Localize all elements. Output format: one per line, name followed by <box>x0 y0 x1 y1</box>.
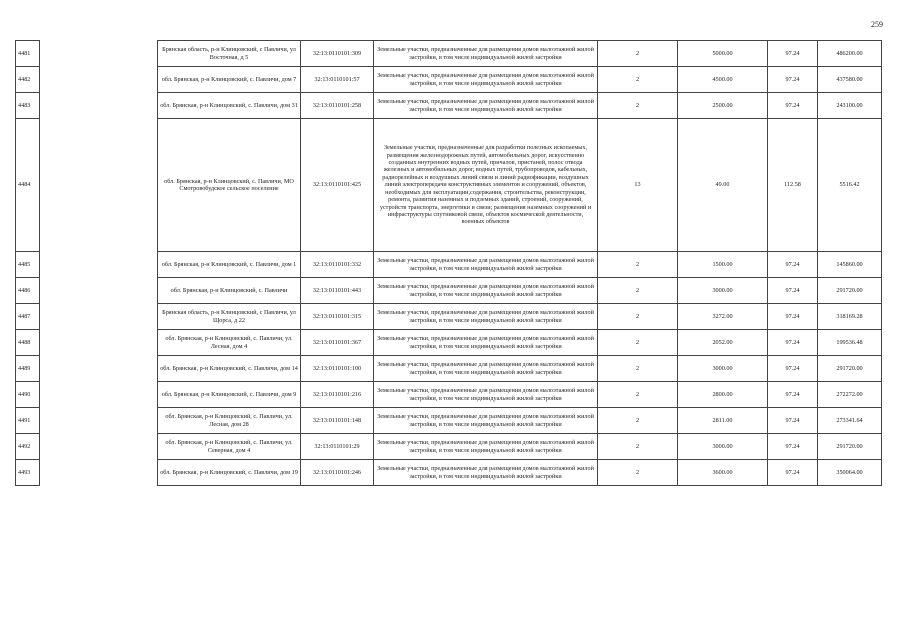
cadastral-value-cell: 5516.42 <box>818 119 882 252</box>
cadastral-number-cell: 32:13:0110101:216 <box>301 382 374 408</box>
rate-cell: 97.24 <box>768 460 818 486</box>
area-cell: 2500.00 <box>678 93 768 119</box>
cadastral-value-cell: 272272.00 <box>818 382 882 408</box>
cadastral-number-cell: 32:13:0110101:100 <box>301 356 374 382</box>
cadastral-number-cell: 32:13:0110101:315 <box>301 304 374 330</box>
cadastral-number-cell: 32:13:0110101:29 <box>301 434 374 460</box>
cadastral-value-cell: 291720.00 <box>818 434 882 460</box>
rate-cell: 97.24 <box>768 93 818 119</box>
spacer-cell <box>40 382 158 408</box>
row-number: 4483 <box>16 93 40 119</box>
table-row <box>16 67 882 93</box>
use-class-cell: 2 <box>598 93 678 119</box>
table-row <box>16 460 882 486</box>
land-use-cell: Земельные участки, предназначенные для размещения домов малоэтажной жилой застройки, в том числе индивидуальной жилой застройки <box>374 252 598 278</box>
table-row <box>16 356 882 382</box>
spacer-cell <box>40 330 158 356</box>
table-row <box>16 119 882 252</box>
use-class-cell: 2 <box>598 252 678 278</box>
cadastral-number-cell: 32:13:0110101:309 <box>301 41 374 67</box>
table-row <box>16 434 882 460</box>
use-class-cell: 2 <box>598 330 678 356</box>
table-row <box>16 382 882 408</box>
row-number: 4485 <box>16 252 40 278</box>
table-row <box>16 278 882 304</box>
table-row <box>16 93 882 119</box>
land-use-cell: Земельные участки, предназначенные для размещения домов малоэтажной жилой застройки, в том числе индивидуальной жилой застройки <box>374 356 598 382</box>
rate-cell: 97.24 <box>768 41 818 67</box>
land-use-cell: Земельные участки, предназначенные для размещения домов малоэтажной жилой застройки, в том числе индивидуальной жилой застройки <box>374 460 598 486</box>
land-use-cell: Земельные участки, предназначенные для размещения домов малоэтажной жилой застройки, в том числе индивидуальной жилой застройки <box>374 278 598 304</box>
row-number: 4481 <box>16 41 40 67</box>
use-class-cell: 2 <box>598 382 678 408</box>
table-row <box>16 304 882 330</box>
land-use-cell: Земельные участки, предназначенные для размещения домов малоэтажной жилой застройки, в том числе индивидуальной жилой застройки <box>374 408 598 434</box>
land-use-cell: Земельные участки, предназначенные для размещения домов малоэтажной жилой застройки, в том числе индивидуальной жилой застройки <box>374 41 598 67</box>
rate-cell: 97.24 <box>768 356 818 382</box>
spacer-cell <box>40 67 158 93</box>
spacer-cell <box>40 434 158 460</box>
cadastral-number-cell: 32:13:0110101:246 <box>301 460 374 486</box>
address-cell: обл. Брянская, р-н Клинцовский, с. Павличи, дом 7 <box>158 67 301 93</box>
area-cell: 2052.00 <box>678 330 768 356</box>
land-use-cell: Земельные участки, предназначенные для размещения домов малоэтажной жилой застройки, в том числе индивидуальной жилой застройки <box>374 304 598 330</box>
rate-cell: 97.24 <box>768 330 818 356</box>
cadastral-value-cell: 437580.00 <box>818 67 882 93</box>
table-row <box>16 252 882 278</box>
row-number: 4489 <box>16 356 40 382</box>
cadastral-value-cell: 350064.00 <box>818 460 882 486</box>
rate-cell: 97.24 <box>768 252 818 278</box>
area-cell: 3000.00 <box>678 278 768 304</box>
page-number: 259 <box>871 20 883 29</box>
spacer-cell <box>40 252 158 278</box>
row-number: 4490 <box>16 382 40 408</box>
land-use-cell: Земельные участки, предназначенные для размещения домов малоэтажной жилой застройки, в том числе индивидуальной жилой застройки <box>374 434 598 460</box>
spacer-cell <box>40 408 158 434</box>
land-use-cell: Земельные участки, предназначенные для разработки полезных ископаемых, размещения железнодорожных путей, автомобильных дорог, искусственно созданных внутренних водных путей, причалов, пристаней, полос отвода железных и автомобильных дорог, водных путей, трубопроводов, кабельных, радиорелейных и воздушных линий связи и линий радиофикации, воздушных линий электропередачи конструктивных элементов и сооружений, объектов, необходимых для эксплуатации,содержания, строительства, реконструкции, ремонта, развития наземных и подземных зданий, строений, сооружений, устройств транспорта, энергетики и связи; размещения наземных сооружений и инфраструктуры спутниковой связи, объектов космической деятельности, военных объектов <box>374 119 598 252</box>
area-cell: 1500.00 <box>678 252 768 278</box>
land-use-cell: Земельные участки, предназначенные для размещения домов малоэтажной жилой застройки, в том числе индивидуальной жилой застройки <box>374 330 598 356</box>
rate-cell: 97.24 <box>768 434 818 460</box>
cadastral-number-cell: 32:13:0110101:57 <box>301 67 374 93</box>
cadastral-value-cell: 291720.00 <box>818 278 882 304</box>
use-class-cell: 2 <box>598 41 678 67</box>
cadastral-value-cell: 243100.00 <box>818 93 882 119</box>
spacer-cell <box>40 278 158 304</box>
cadastral-value-cell: 145860.00 <box>818 252 882 278</box>
spacer-cell <box>40 41 158 67</box>
cadastral-number-cell: 32:13:0110101:332 <box>301 252 374 278</box>
address-cell: обл. Брянская, р-н Клинцовский, с. Павличи, ул. Лесная, дом 4 <box>158 330 301 356</box>
spacer-cell <box>40 460 158 486</box>
cadastral-value-cell: 199536.48 <box>818 330 882 356</box>
rate-cell: 97.24 <box>768 408 818 434</box>
use-class-cell: 2 <box>598 408 678 434</box>
table-row <box>16 330 882 356</box>
area-cell: 3600.00 <box>678 460 768 486</box>
address-cell: обл. Брянская, р-н Клинцовский, с. Павличи, дом 19 <box>158 460 301 486</box>
row-number: 4482 <box>16 67 40 93</box>
area-cell: 2811.00 <box>678 408 768 434</box>
row-number: 4493 <box>16 460 40 486</box>
cadastral-value-table <box>15 40 882 486</box>
cadastral-value-cell: 273341.64 <box>818 408 882 434</box>
row-number: 4487 <box>16 304 40 330</box>
row-number: 4488 <box>16 330 40 356</box>
cadastral-number-cell: 32:13:0110101:367 <box>301 330 374 356</box>
cadastral-number-cell: 32:13:0110101:443 <box>301 278 374 304</box>
area-cell: 2800.00 <box>678 382 768 408</box>
land-use-cell: Земельные участки, предназначенные для размещения домов малоэтажной жилой застройки, в том числе индивидуальной жилой застройки <box>374 93 598 119</box>
address-cell: обл. Брянская, р-н Клинцовский, с. Павличи, ул. Лесная, дом 28 <box>158 408 301 434</box>
cadastral-number-cell: 32:13:0110101:148 <box>301 408 374 434</box>
use-class-cell: 2 <box>598 278 678 304</box>
address-cell: обл. Брянская, р-н Клинцовский, с. Павличи <box>158 278 301 304</box>
row-number: 4484 <box>16 119 40 252</box>
row-number: 4491 <box>16 408 40 434</box>
address-cell: обл. Брянская, р-н Клинцовский, с. Павличи, дом 14 <box>158 356 301 382</box>
land-use-cell: Земельные участки, предназначенные для размещения домов малоэтажной жилой застройки, в том числе индивидуальной жилой застройки <box>374 382 598 408</box>
use-class-cell: 13 <box>598 119 678 252</box>
row-number: 4486 <box>16 278 40 304</box>
spacer-cell <box>40 93 158 119</box>
address-cell: обл. Брянская, р-н Клинцовский, с. Павличи, дом 9 <box>158 382 301 408</box>
area-cell: 4500.00 <box>678 67 768 93</box>
address-cell: обл. Брянская, р-н Клинцовский, с. Павличи, МО Смотровобудское сельское поселение <box>158 119 301 252</box>
rate-cell: 97.24 <box>768 67 818 93</box>
row-number: 4492 <box>16 434 40 460</box>
area-cell: 3000.00 <box>678 434 768 460</box>
rate-cell: 97.24 <box>768 304 818 330</box>
table-row <box>16 41 882 67</box>
rate-cell: 97.24 <box>768 278 818 304</box>
use-class-cell: 2 <box>598 67 678 93</box>
address-cell: Брянская область, р-н Клинцовский, с Павличи, ул Щорса, д 22 <box>158 304 301 330</box>
spacer-cell <box>40 119 158 252</box>
rate-cell: 112.58 <box>768 119 818 252</box>
spacer-cell <box>40 356 158 382</box>
rate-cell: 97.24 <box>768 382 818 408</box>
use-class-cell: 2 <box>598 460 678 486</box>
cadastral-number-cell: 32:13:0110101:425 <box>301 119 374 252</box>
area-cell: 3272.00 <box>678 304 768 330</box>
area-cell: 5000.00 <box>678 41 768 67</box>
address-cell: обл. Брянская, р-н Клинцовский, с. Павличи, дом 31 <box>158 93 301 119</box>
address-cell: обл. Брянская, р-н Клинцовский, с. Павличи, ул. Северная, дом 4 <box>158 434 301 460</box>
area-cell: 3000.00 <box>678 356 768 382</box>
cadastral-value-cell: 291720.00 <box>818 356 882 382</box>
area-cell: 49.00 <box>678 119 768 252</box>
land-use-cell: Земельные участки, предназначенные для размещения домов малоэтажной жилой застройки, в том числе индивидуальной жилой застройки <box>374 67 598 93</box>
cadastral-value-cell: 318169.28 <box>818 304 882 330</box>
table-body <box>16 41 882 486</box>
use-class-cell: 2 <box>598 356 678 382</box>
table-row <box>16 408 882 434</box>
cadastral-value-cell: 486200.00 <box>818 41 882 67</box>
address-cell: Брянская область, р-н Клинцовский, с Павличи, ул Восточная, д 5 <box>158 41 301 67</box>
use-class-cell: 2 <box>598 304 678 330</box>
cadastral-number-cell: 32:13:0110101:258 <box>301 93 374 119</box>
address-cell: обл. Брянская, р-н Клинцовский, с. Павличи, дом 1 <box>158 252 301 278</box>
spacer-cell <box>40 304 158 330</box>
use-class-cell: 2 <box>598 434 678 460</box>
